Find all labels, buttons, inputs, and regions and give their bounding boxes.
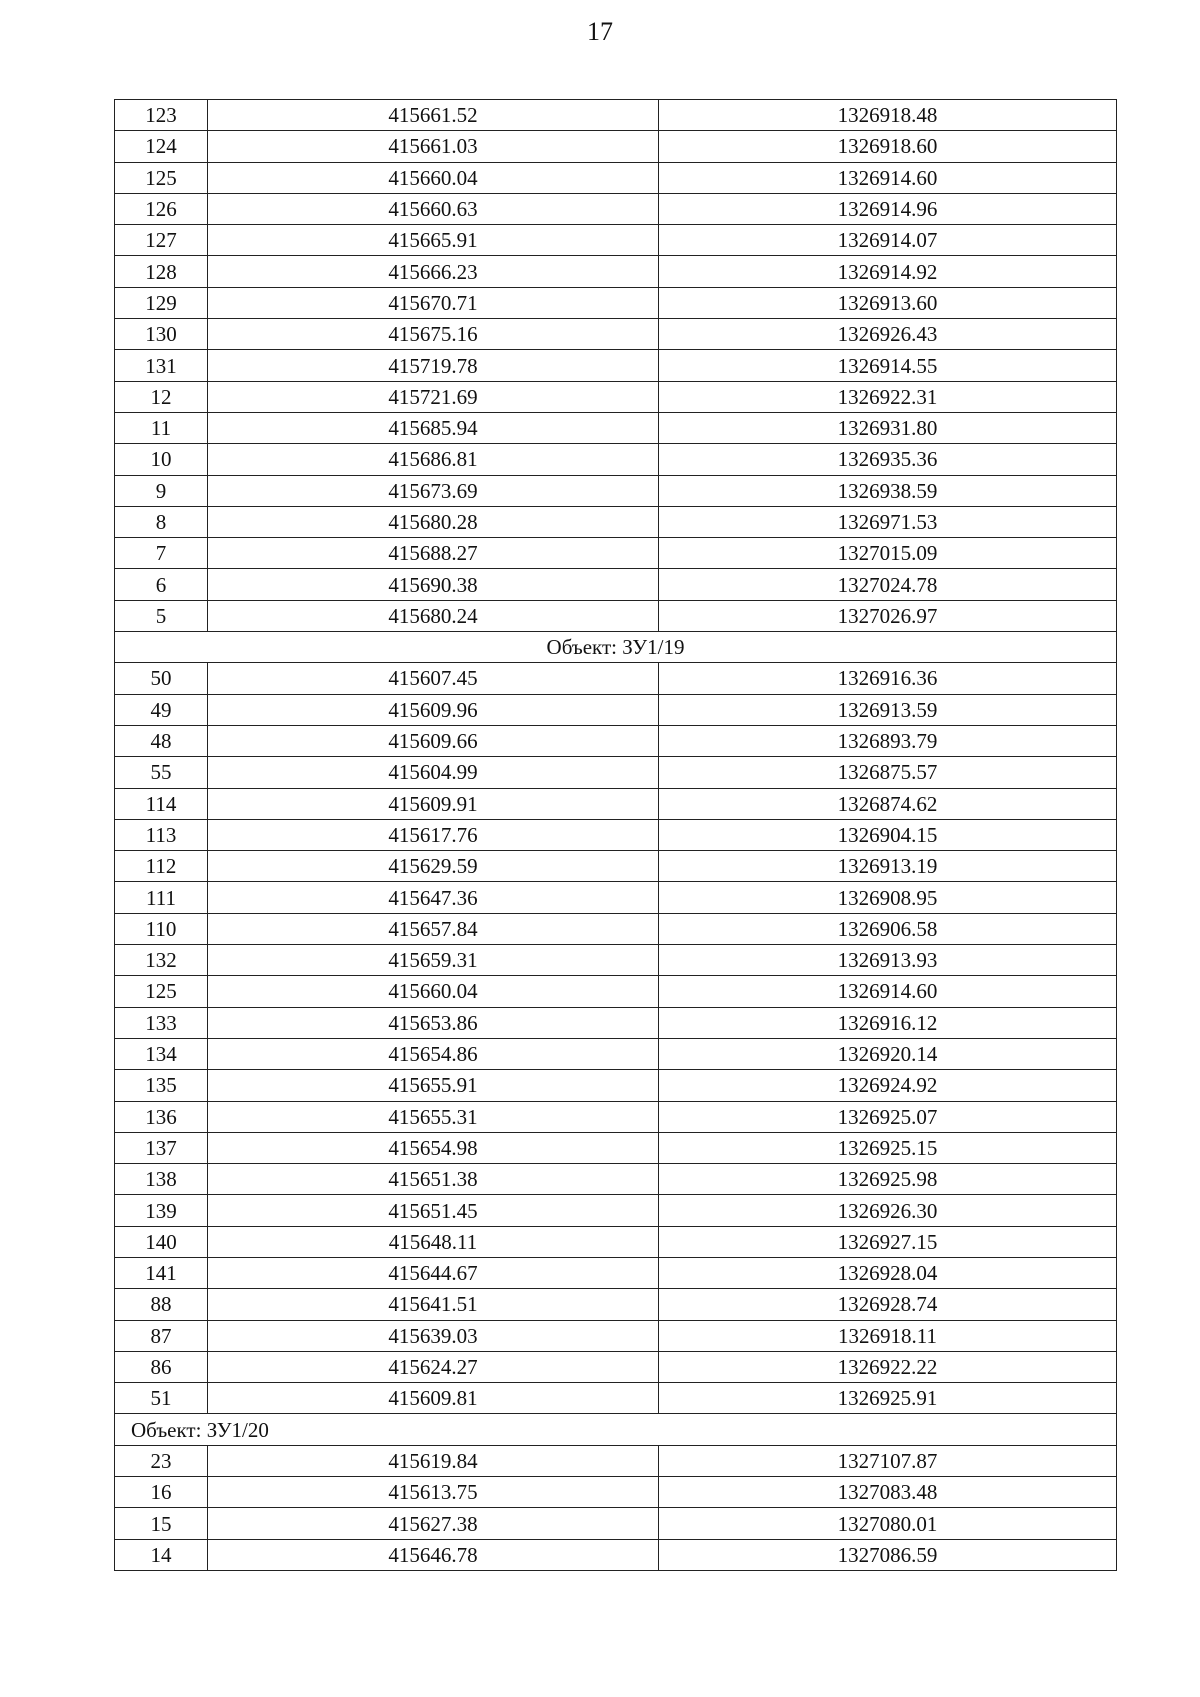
y-coordinate-cell: 1326918.11: [659, 1320, 1117, 1351]
x-coordinate-cell: 415680.28: [208, 506, 659, 537]
x-coordinate-cell: 415609.81: [208, 1383, 659, 1414]
x-coordinate-cell: 415629.59: [208, 851, 659, 882]
table-row: [115, 1007, 1117, 1038]
x-coordinate-cell: 415660.04: [208, 976, 659, 1007]
table-row: [115, 757, 1117, 788]
y-coordinate-cell: 1326925.91: [659, 1383, 1117, 1414]
x-coordinate-cell: 415680.24: [208, 600, 659, 631]
point-number-cell: 6: [115, 569, 208, 600]
x-coordinate-cell: 415617.76: [208, 819, 659, 850]
y-coordinate-cell: 1326938.59: [659, 475, 1117, 506]
y-coordinate-cell: 1326935.36: [659, 444, 1117, 475]
table-row: [115, 600, 1117, 631]
y-coordinate-cell: 1326925.07: [659, 1101, 1117, 1132]
y-coordinate-cell: 1326926.30: [659, 1195, 1117, 1226]
x-coordinate-cell: 415604.99: [208, 757, 659, 788]
y-coordinate-cell: 1326875.57: [659, 757, 1117, 788]
x-coordinate-cell: 415675.16: [208, 319, 659, 350]
table-row: [115, 1539, 1117, 1570]
table-row: [115, 131, 1117, 162]
point-number-cell: 130: [115, 319, 208, 350]
table-row: [115, 788, 1117, 819]
table-row: [115, 1164, 1117, 1195]
x-coordinate-cell: 415690.38: [208, 569, 659, 600]
x-coordinate-cell: 415688.27: [208, 538, 659, 569]
y-coordinate-cell: 1326908.95: [659, 882, 1117, 913]
x-coordinate-cell: 415641.51: [208, 1289, 659, 1320]
x-coordinate-cell: 415609.66: [208, 725, 659, 756]
table-row: [115, 100, 1117, 131]
x-coordinate-cell: 415654.98: [208, 1132, 659, 1163]
point-number-cell: 134: [115, 1038, 208, 1069]
y-coordinate-cell: 1326913.60: [659, 287, 1117, 318]
x-coordinate-cell: 415655.91: [208, 1070, 659, 1101]
table-row: [115, 162, 1117, 193]
table-row: [115, 1289, 1117, 1320]
table-row: [115, 976, 1117, 1007]
point-number-cell: 136: [115, 1101, 208, 1132]
table-row: [115, 945, 1117, 976]
y-coordinate-cell: 1326913.19: [659, 851, 1117, 882]
point-number-cell: 123: [115, 100, 208, 131]
table-row: [115, 506, 1117, 537]
y-coordinate-cell: 1326920.14: [659, 1038, 1117, 1069]
y-coordinate-cell: 1327083.48: [659, 1477, 1117, 1508]
y-coordinate-cell: 1326918.60: [659, 131, 1117, 162]
point-number-cell: 140: [115, 1226, 208, 1257]
point-number-cell: 50: [115, 663, 208, 694]
x-coordinate-cell: 415721.69: [208, 381, 659, 412]
point-number-cell: 7: [115, 538, 208, 569]
x-coordinate-cell: 415657.84: [208, 913, 659, 944]
y-coordinate-cell: 1326906.58: [659, 913, 1117, 944]
table-row: [115, 1070, 1117, 1101]
table-row: [115, 694, 1117, 725]
x-coordinate-cell: 415639.03: [208, 1320, 659, 1351]
y-coordinate-cell: 1327086.59: [659, 1539, 1117, 1570]
object-label: Объект: ЗУ1/20: [115, 1414, 1117, 1445]
y-coordinate-cell: 1327107.87: [659, 1445, 1117, 1476]
table-row: [115, 475, 1117, 506]
table-row: [115, 1195, 1117, 1226]
point-number-cell: 49: [115, 694, 208, 725]
table-row: [115, 569, 1117, 600]
point-number-cell: 127: [115, 225, 208, 256]
point-number-cell: 55: [115, 757, 208, 788]
point-number-cell: 128: [115, 256, 208, 287]
y-coordinate-cell: 1326914.07: [659, 225, 1117, 256]
table-row: [115, 663, 1117, 694]
point-number-cell: 14: [115, 1539, 208, 1570]
point-number-cell: 125: [115, 976, 208, 1007]
point-number-cell: 23: [115, 1445, 208, 1476]
point-number-cell: 16: [115, 1477, 208, 1508]
table-row: [115, 1477, 1117, 1508]
table-row: [115, 1038, 1117, 1069]
table-row: [115, 287, 1117, 318]
point-number-cell: 51: [115, 1383, 208, 1414]
point-number-cell: 135: [115, 1070, 208, 1101]
y-coordinate-cell: 1326922.31: [659, 381, 1117, 412]
point-number-cell: 114: [115, 788, 208, 819]
x-coordinate-cell: 415666.23: [208, 256, 659, 287]
point-number-cell: 125: [115, 162, 208, 193]
x-coordinate-cell: 415659.31: [208, 945, 659, 976]
point-number-cell: 139: [115, 1195, 208, 1226]
table-row: [115, 725, 1117, 756]
y-coordinate-cell: 1327024.78: [659, 569, 1117, 600]
table-row: [115, 882, 1117, 913]
table-row: [115, 444, 1117, 475]
table-row: [115, 1445, 1117, 1476]
y-coordinate-cell: 1326913.93: [659, 945, 1117, 976]
x-coordinate-cell: 415624.27: [208, 1351, 659, 1382]
table-row: [115, 538, 1117, 569]
table-row: [115, 350, 1117, 381]
table-row: [115, 319, 1117, 350]
table-row: [115, 913, 1117, 944]
point-number-cell: 124: [115, 131, 208, 162]
coordinates-table-body: [115, 100, 1117, 1571]
point-number-cell: 133: [115, 1007, 208, 1038]
x-coordinate-cell: 415665.91: [208, 225, 659, 256]
y-coordinate-cell: 1326926.43: [659, 319, 1117, 350]
table-row: [115, 1226, 1117, 1257]
point-number-cell: 138: [115, 1164, 208, 1195]
y-coordinate-cell: 1326931.80: [659, 412, 1117, 443]
point-number-cell: 10: [115, 444, 208, 475]
y-coordinate-cell: 1326924.92: [659, 1070, 1117, 1101]
table-row: [115, 1320, 1117, 1351]
point-number-cell: 141: [115, 1257, 208, 1288]
table-row: [115, 1257, 1117, 1288]
point-number-cell: 110: [115, 913, 208, 944]
y-coordinate-cell: 1326928.04: [659, 1257, 1117, 1288]
x-coordinate-cell: 415661.03: [208, 131, 659, 162]
x-coordinate-cell: 415661.52: [208, 100, 659, 131]
table-row: [115, 1351, 1117, 1382]
point-number-cell: 126: [115, 193, 208, 224]
y-coordinate-cell: 1326913.59: [659, 694, 1117, 725]
x-coordinate-cell: 415613.75: [208, 1477, 659, 1508]
y-coordinate-cell: 1327026.97: [659, 600, 1117, 631]
x-coordinate-cell: 415609.96: [208, 694, 659, 725]
table-row: [115, 256, 1117, 287]
point-number-cell: 11: [115, 412, 208, 443]
x-coordinate-cell: 415655.31: [208, 1101, 659, 1132]
table-row: [115, 193, 1117, 224]
point-number-cell: 5: [115, 600, 208, 631]
y-coordinate-cell: 1326925.15: [659, 1132, 1117, 1163]
y-coordinate-cell: 1326928.74: [659, 1289, 1117, 1320]
y-coordinate-cell: 1326904.15: [659, 819, 1117, 850]
x-coordinate-cell: 415685.94: [208, 412, 659, 443]
coordinates-table: [114, 99, 1117, 1571]
x-coordinate-cell: 415619.84: [208, 1445, 659, 1476]
point-number-cell: 112: [115, 851, 208, 882]
y-coordinate-cell: 1326918.48: [659, 100, 1117, 131]
y-coordinate-cell: 1326893.79: [659, 725, 1117, 756]
y-coordinate-cell: 1326914.55: [659, 350, 1117, 381]
x-coordinate-cell: 415660.04: [208, 162, 659, 193]
y-coordinate-cell: 1326925.98: [659, 1164, 1117, 1195]
point-number-cell: 132: [115, 945, 208, 976]
x-coordinate-cell: 415719.78: [208, 350, 659, 381]
point-number-cell: 113: [115, 819, 208, 850]
table-row: [115, 381, 1117, 412]
y-coordinate-cell: 1326914.92: [659, 256, 1117, 287]
point-number-cell: 111: [115, 882, 208, 913]
y-coordinate-cell: 1327080.01: [659, 1508, 1117, 1539]
point-number-cell: 131: [115, 350, 208, 381]
table-row: [115, 225, 1117, 256]
point-number-cell: 88: [115, 1289, 208, 1320]
x-coordinate-cell: 415670.71: [208, 287, 659, 318]
x-coordinate-cell: 415627.38: [208, 1508, 659, 1539]
y-coordinate-cell: 1326916.12: [659, 1007, 1117, 1038]
table-row: [115, 1101, 1117, 1132]
x-coordinate-cell: 415660.63: [208, 193, 659, 224]
y-coordinate-cell: 1326914.60: [659, 162, 1117, 193]
y-coordinate-cell: 1327015.09: [659, 538, 1117, 569]
object-header-row: [115, 1414, 1117, 1445]
object-header-row: [115, 632, 1117, 663]
table-row: [115, 412, 1117, 443]
point-number-cell: 12: [115, 381, 208, 412]
x-coordinate-cell: 415647.36: [208, 882, 659, 913]
x-coordinate-cell: 415653.86: [208, 1007, 659, 1038]
table-row: [115, 851, 1117, 882]
x-coordinate-cell: 415673.69: [208, 475, 659, 506]
table-row: [115, 1132, 1117, 1163]
point-number-cell: 86: [115, 1351, 208, 1382]
x-coordinate-cell: 415648.11: [208, 1226, 659, 1257]
x-coordinate-cell: 415607.45: [208, 663, 659, 694]
point-number-cell: 48: [115, 725, 208, 756]
object-label: Объект: ЗУ1/19: [115, 632, 1117, 663]
x-coordinate-cell: 415651.38: [208, 1164, 659, 1195]
x-coordinate-cell: 415651.45: [208, 1195, 659, 1226]
page-number: 17: [587, 17, 613, 46]
y-coordinate-cell: 1326916.36: [659, 663, 1117, 694]
y-coordinate-cell: 1326874.62: [659, 788, 1117, 819]
y-coordinate-cell: 1326927.15: [659, 1226, 1117, 1257]
point-number-cell: 15: [115, 1508, 208, 1539]
point-number-cell: 137: [115, 1132, 208, 1163]
y-coordinate-cell: 1326922.22: [659, 1351, 1117, 1382]
y-coordinate-cell: 1326971.53: [659, 506, 1117, 537]
y-coordinate-cell: 1326914.96: [659, 193, 1117, 224]
point-number-cell: 9: [115, 475, 208, 506]
point-number-cell: 129: [115, 287, 208, 318]
table-row: [115, 1383, 1117, 1414]
x-coordinate-cell: 415646.78: [208, 1539, 659, 1570]
point-number-cell: 8: [115, 506, 208, 537]
table-row: [115, 819, 1117, 850]
x-coordinate-cell: 415644.67: [208, 1257, 659, 1288]
x-coordinate-cell: 415654.86: [208, 1038, 659, 1069]
point-number-cell: 87: [115, 1320, 208, 1351]
x-coordinate-cell: 415686.81: [208, 444, 659, 475]
y-coordinate-cell: 1326914.60: [659, 976, 1117, 1007]
table-row: [115, 1508, 1117, 1539]
x-coordinate-cell: 415609.91: [208, 788, 659, 819]
